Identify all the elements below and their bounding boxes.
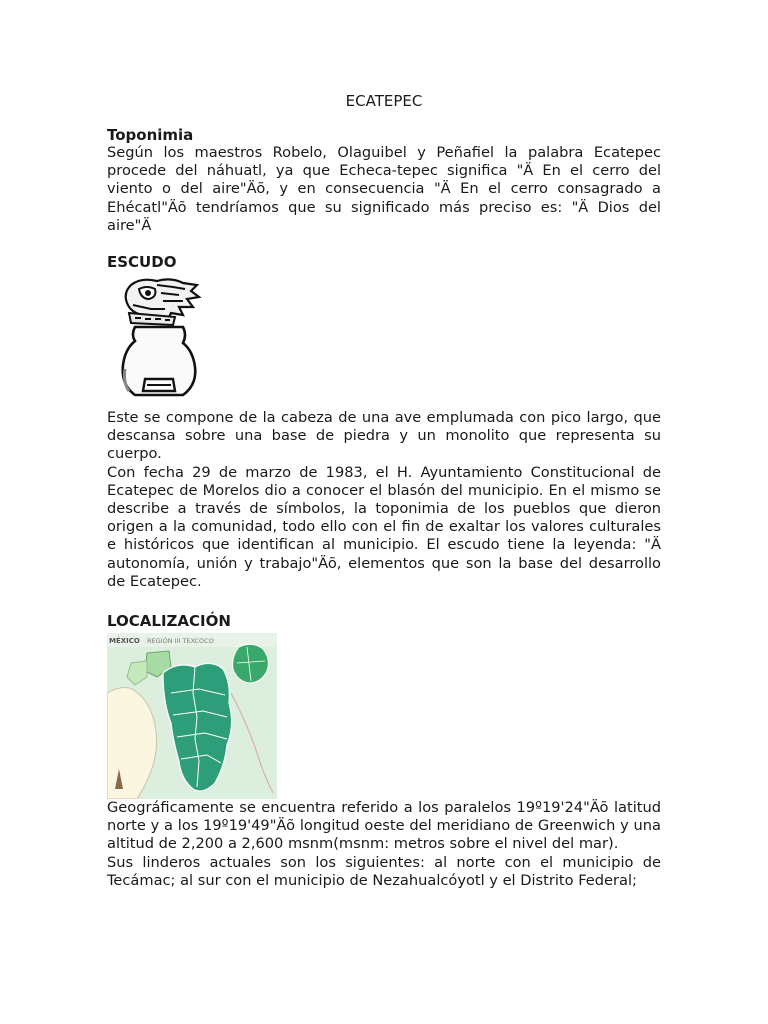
coat-of-arms-image	[113, 275, 203, 403]
localizacion-heading: LOCALIZACIÓN	[107, 612, 231, 631]
map-label-mexico: MÉXICO	[109, 637, 140, 646]
localizacion-paragraph-2: Sus linderos actuales son los siguientes: al norte con el municipio de Tecámac; al sur con el municipio de Nezahualcóyotl y el Distrito Federal;	[107, 853, 661, 889]
escudo-heading: ESCUDO	[107, 253, 177, 272]
map-label-region: REGIÓN III TEXCOCO	[147, 637, 214, 646]
location-map-image	[107, 633, 277, 799]
toponimia-paragraph: Según los maestros Robelo, Olaguibel y Peñafiel la palabra Ecatepec procede del náhuatl, ya que Echeca-tepec significa "Ä En el cerro del viento o del aire"Äõ, y en consecuencia "Ä En el cerro consagrado a Ehécatl"Äõ tendríamos que su significado más preciso es: "Ä Dios del aire"Ä	[107, 144, 661, 234]
escudo-paragraph-1: Este se compone de la cabeza de una ave emplumada con pico largo, que descansa sobre una base de piedra y un monolito que representa su cuerpo.	[107, 409, 661, 463]
escudo-paragraph-2: Con fecha 29 de marzo de 1983, el H. Ayuntamiento Constitucional de Ecatepec de Morelos dio a conocer el blasón del municipio. En el mismo se describe a través de símbolos, la toponimia de los pueblos que dieron origen a la comunidad, todo ello con el fin de exaltar los valores culturales e históricos que identifican al municipio. El escudo tiene la leyenda: "Ä autonomía, unión y trabajo"Äõ, elementos que son la base del desarrollo de Ecatepec.	[107, 463, 661, 590]
document-title: ECATEPEC	[345, 92, 423, 110]
localizacion-paragraph-1: Geográficamente se encuentra referido a los paralelos 19º19'24"Äõ latitud norte y a los 19º19'49"Äõ longitud oeste del meridiano de Greenwich y una altitud de 2,200 a 2,600 msnm(msnm: metros sobre el nivel del mar).	[107, 799, 661, 853]
document-body	[107, 126, 661, 890]
toponimia-heading: Toponimia	[107, 126, 194, 144]
